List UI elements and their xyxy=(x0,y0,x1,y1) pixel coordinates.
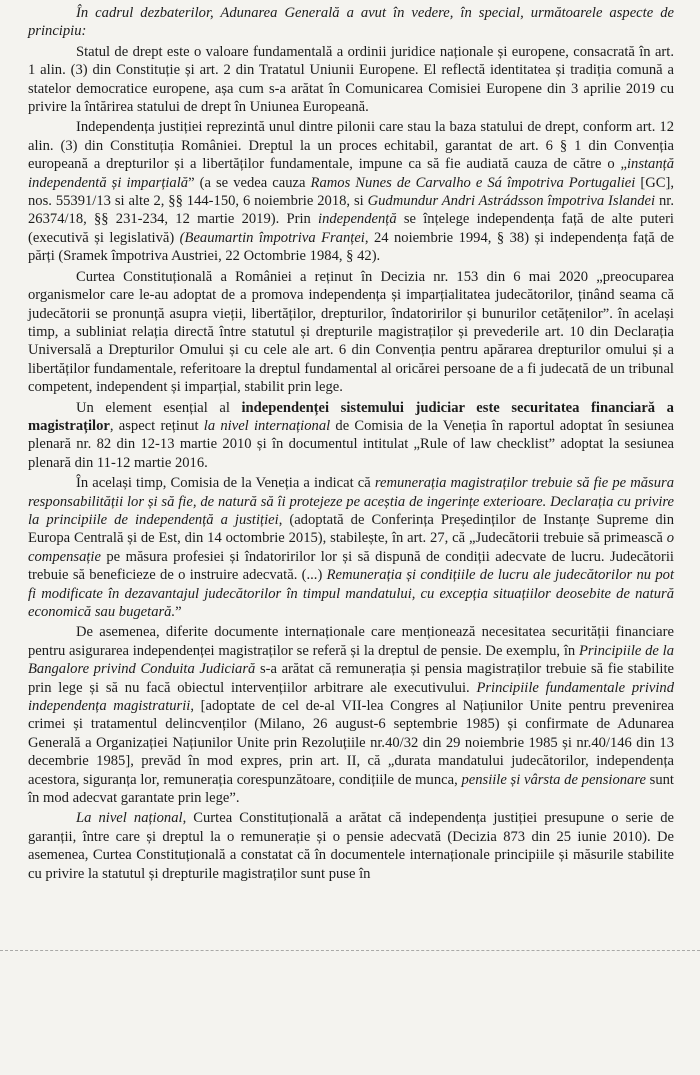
text-segment: , (adoptată de Conferința Președinților de Instanțe Supreme din Europa Centrală și de Est, din 14 octombrie 2015), stabilește, în art. 27, că „Judecătorii trebuie să primească xyxy=(28,511,674,547)
text-segment: remunerația magistraților trebuie să fie pe măsura responsabilității lor și să fie, de natură să îi protejeze pe aceștia de ingerințe exterioare. Declarația cu privire la principiile de independență a justiției xyxy=(28,475,674,528)
text-segment: În cadrul dezbaterilor, Adunarea Generală a avut în vedere, în special, următoarele aspecte de principiu: xyxy=(28,5,674,40)
text-segment: Principiile fundamentale privind independența magistraturii xyxy=(28,679,674,715)
text-segment: sunt în mod adecvat garantate prin lege”. xyxy=(28,771,674,807)
paragraph-constitutional-court-decision xyxy=(28,268,674,397)
text-segment: , 24 noiembrie 1994, § 38) și independența față de părți (Sramek împotriva Austriei, 22 Octombrie 1984, § 42). xyxy=(28,229,674,265)
text-segment: Gudmundur Andri Astrádsson împotriva Islandei xyxy=(367,193,656,210)
text-segment: Statul de drept este o valoare fundamentală a ordinii juridice naționale și europene, consacrată în art. 1 alin. (3) din Constituție și art. 2 din Tratatul Uniunii Europene. El reflectă identitatea și tradiția comună a statelor democratice europene, așa cum s-a arătat în Comunicarea Comisiei Europene din 3 aprilie 2019 cu privire la întărirea statului de drept în Uniunea Europeană. xyxy=(28,43,674,116)
text-segment: Un element esențial al xyxy=(76,399,242,416)
text-segment: , aspect reținut xyxy=(109,417,204,434)
text-segment: independenței sistemului judiciar este securitatea financiară a magistraților xyxy=(28,399,674,434)
paragraph-pension-rights xyxy=(28,623,674,807)
text-segment: Ramos Nunes de Carvalho e Sá împotriva Portugaliei xyxy=(310,174,636,191)
paragraph-judicial-independence xyxy=(28,118,674,265)
text-segment: de Comisia de la Veneția în raportul adoptat în sesiunea plenară nr. 82 din 12-13 martie 2010 și în documentul intitulat „Rule of law checklist” adoptat la sesiunea plenară din 11-12 martie 2016. xyxy=(28,417,674,471)
paragraph-national-level xyxy=(28,809,674,883)
text-segment: pe măsura profesiei și îndatoririlor lor și să dispună de condiții adecvate de lucru. Judecătorii trebuie să beneficieze de o instruire adecvată. (...) xyxy=(28,548,674,584)
text-segment: [GC], nos. 55391/13 si alte 2, §§ 144-150, 6 noiembrie 2018, si xyxy=(28,174,674,210)
text-segment: Independența justiției reprezintă unul dintre pilonii care stau la baza statului de drept, conform art. 12 alin. (3) din Constituția României. Dreptul la un proces echitabil, garantat de art. 6 § 1 din Convenția europeană a drepturilor și a libertăților fundamentale, impune ca să fie audiată cauza de către o „ xyxy=(28,119,674,173)
text-segment: s-a arătat că remunerația și pensia magistraților trebuie să fie stabilite prin lege și să nu facă obiectul intervențiilor arbitrare ale executivului. xyxy=(28,661,674,696)
text-segment: Remunerația și condițiile de lucru ale judecătorilor nu pot fi modificate în dezavantajul judecătorilor în timpul mandatului, cu excepția situațiilor deosebite de natură economică sau bugetară. xyxy=(28,567,674,620)
text-segment: instanță independentă și imparțială xyxy=(28,156,674,191)
text-segment: , [adoptate de cel de-al VII-lea Congres al Națiunilor Unite pentru prevenirea crimei și tratamentul delincvenților (Milano, 26 august-6 septembrie 1985) și confirmate de Adunarea Generală a Organizației Națiunilor Unite prin Rezoluțiile nr.40/32 din 29 noiembrie 1985 și nr.40/146 din 13 decembrie 1985], prevăd în mod expres, prin art. II, că „durata mandatului judecătorilor, independența acestora, siguranța lor, remunerația corespunzătoare, condițiile de munca, xyxy=(28,698,674,788)
paragraph-financial-security xyxy=(28,399,674,473)
text-segment: (Beaumartin împotriva Franței xyxy=(179,229,365,246)
text-segment: nr. 26374/18, §§ 231-234, 12 martie 2019). Prin xyxy=(28,193,674,228)
text-segment: independență xyxy=(318,211,397,228)
text-segment: Principiile de la Bangalore privind Conduita Judiciară xyxy=(28,642,674,678)
text-segment: În același timp, Comisia de la Veneția a indicat că xyxy=(76,475,375,492)
text-segment: , Curtea Constituțională a arătat că independența justiției presupune o serie de garanții, între care și dreptul la o remunerație și o pensie adecvată (Decizia 873 din 25 iunie 2010). De asemenea, Curtea Constituțională a constatat că în documentele internaționale principiile și măsurile stabilite cu privire la statutul și drepturile magistraților sunt puse în xyxy=(28,810,674,882)
paragraph-rule-of-law xyxy=(28,43,674,117)
paragraph-venice-commission xyxy=(28,474,674,621)
text-segment: la nivel internațional xyxy=(203,417,331,434)
scan-fold-line xyxy=(0,950,700,951)
text-segment: ” (a se vedea cauza xyxy=(188,174,311,191)
text-segment: ” xyxy=(175,604,182,620)
text-segment: o compensație xyxy=(28,530,674,565)
text-segment: pensiile și vârsta de pensionare xyxy=(461,771,646,788)
text-segment: De asemenea, diferite documente internaționale care menționează necesitatea securității financiare pentru asigurarea independenței magistraților se referă și la dreptul de pensie. De exemplu, în xyxy=(28,624,674,659)
text-segment: Curtea Constituțională a României a reținut în Decizia nr. 153 din 6 mai 2020 „preocuparea organismelor care le-au adoptat de a promova independența și imparțialitatea judecătorilor, ținând seama că judecătorii se pronunță asupra vieții, libertăților, drepturilor, îndatoririlor și bunurilor cetățenilor”. în același timp, a subliniat relația directă între statutul și drepturile magistraților și prevederile art. 10 din Declarația Universală a Drepturilor Omului și cu cele ale art. 6 din Convenția pentru apărarea drepturilor omului și a libertăților fundamentale, referitoare la dreptul fundamental al oricărei persoane de a fi judecată de un tribunal competent, independent și imparțial, stabilit prin lege. xyxy=(28,268,674,396)
text-segment: se înțelege independența față de alte puteri (executivă și legislativă) xyxy=(28,211,674,246)
text-segment: La nivel național xyxy=(76,810,183,827)
intro-paragraph xyxy=(28,4,674,41)
